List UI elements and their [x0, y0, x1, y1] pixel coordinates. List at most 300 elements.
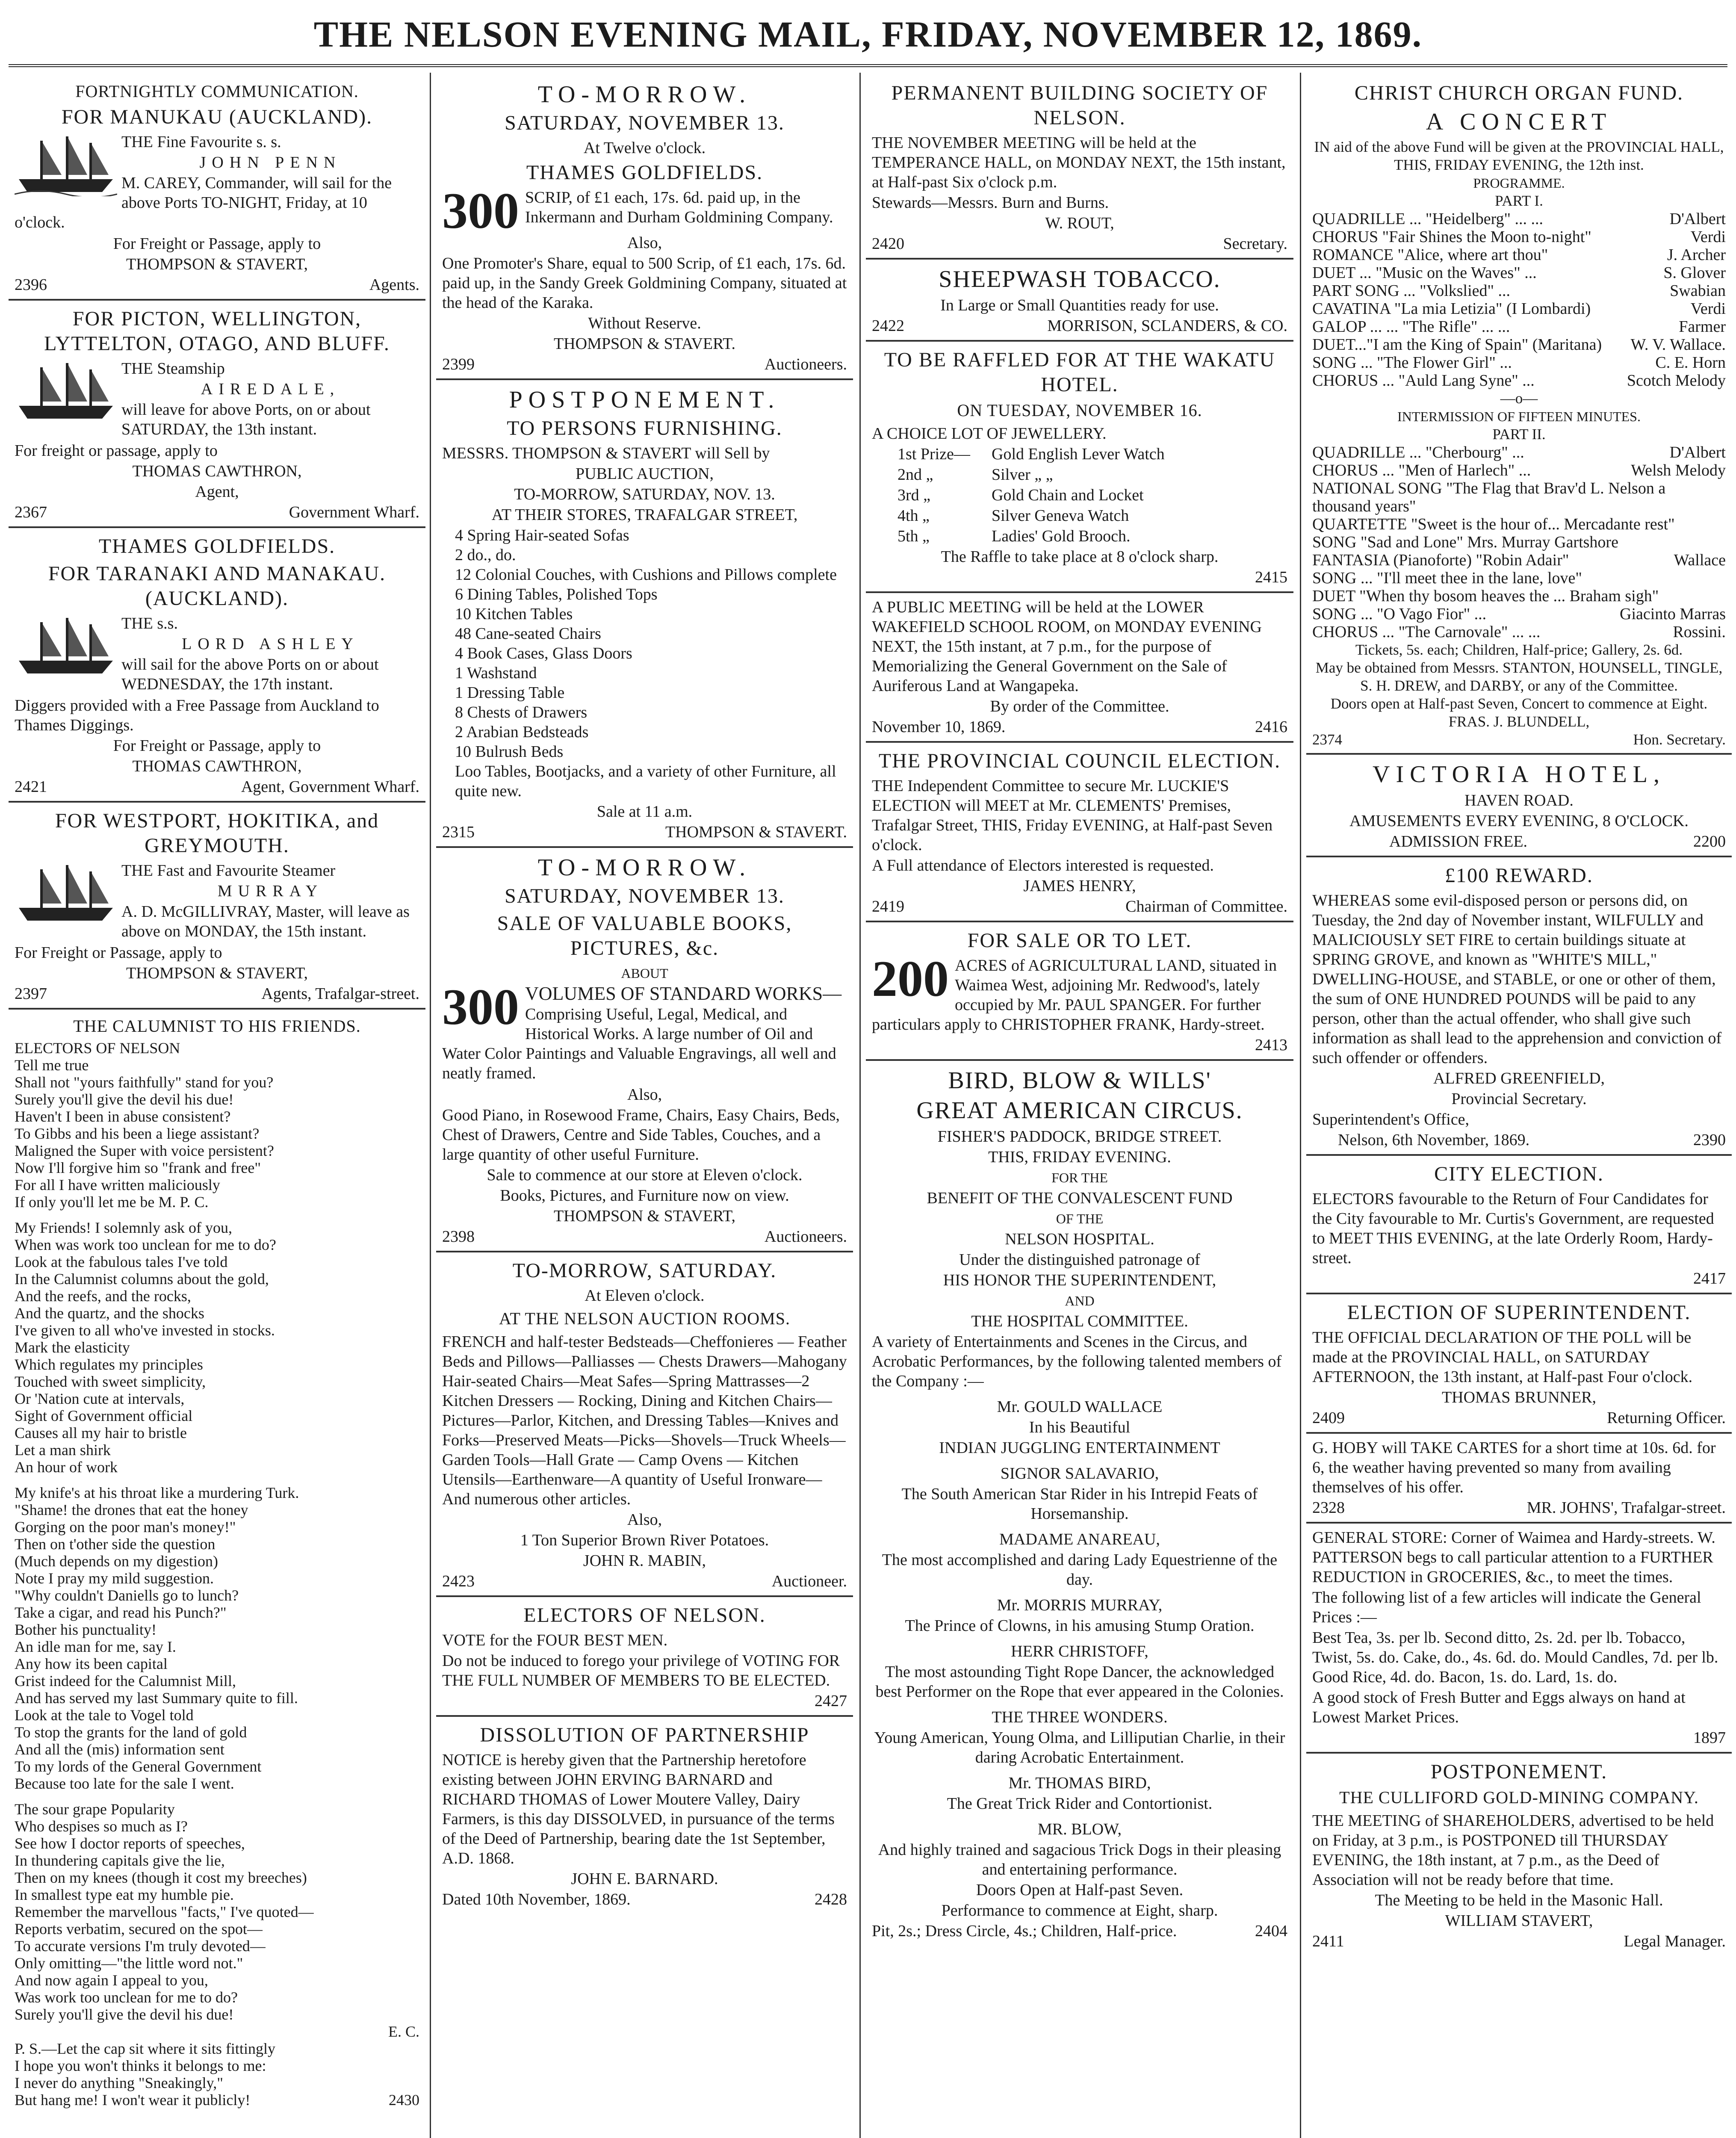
poem-line: If only you'll let me be M. P. C.: [15, 1193, 209, 1211]
ad-murray: [9, 803, 425, 1010]
list-item: 2 Arabian Bedsteads: [455, 723, 589, 741]
list-item: 10 Kitchen Tables: [455, 605, 573, 623]
prize-item: Silver Geneva Watch: [992, 507, 1129, 525]
poem-line: "Shame! the drones that eat the honey: [15, 1501, 248, 1518]
ad-agent: JAMES HENRY,: [1023, 877, 1136, 895]
column-2: [436, 75, 853, 2138]
ad-agent: WILLIAM STAVERT,: [1445, 1912, 1593, 1930]
prize-row: [898, 465, 1287, 484]
poem-line: Or 'Nation cute at intervals,: [15, 1390, 185, 1407]
ad-circus: [866, 1061, 1293, 1945]
ad-number: 2413: [1255, 1036, 1287, 1054]
act-name: THE THREE WONDERS.: [992, 1708, 1168, 1726]
poem-line: My Friends! I solemnly ask of you,: [15, 1219, 232, 1236]
ad-text: Legal Manager.: [1624, 1932, 1726, 1950]
ad-heading: FOR MANUKAU (AUCKLAND).: [61, 106, 373, 128]
ad-text: ABOUT: [621, 966, 668, 981]
ad-text: Do not be induced to forego your privilege of VOTING FOR THE FULL NUMBER OF MEMBERS TO BE ELECTED.: [442, 1652, 840, 1689]
ad-text: Doors open at Half-past Seven, Concert to commence at Eight.: [1330, 695, 1708, 712]
ad-text: A PUBLIC MEETING will be held at the LOWER WAKEFIELD SCHOOL ROOM, on MONDAY EVENING NEXT, the 15th instant, at 7 p.m., for the purpose of Memorializing the General Government on the Sale of Auriferous Land at Wangapeka.: [872, 598, 1262, 695]
ad-text: A Full attendance of Electors interested is requested.: [872, 856, 1214, 874]
poem-line: Causes all my hair to bristle: [15, 1424, 187, 1441]
poem-line: Tell me true: [15, 1057, 89, 1074]
programme-composer: J. Archer: [1667, 246, 1726, 264]
ad-text: Tickets, 5s. each; Children, Half-price; Gallery, 2s. 6d.: [1355, 641, 1683, 658]
ad-text: MESSRS. THOMPSON & STAVERT will Sell by: [442, 444, 770, 462]
ad-heading: DISSOLUTION OF PARTNERSHIP: [480, 1724, 809, 1746]
prize-item: Silver „ „: [992, 466, 1053, 484]
ad-agent: THOMPSON & STAVERT.: [553, 335, 736, 353]
newspaper-title: THE NELSON EVENING MAIL, FRIDAY, NOVEMBER 12, 1869.: [313, 14, 1423, 55]
steamship-icon: [15, 614, 117, 678]
programme-item: CHORUS "Fair Shines the Moon to-night": [1312, 228, 1591, 246]
prize-item: Gold English Lever Watch: [992, 445, 1165, 463]
ad-text: Secretary.: [1223, 235, 1287, 253]
poem-line: When was work too unclean for me to do?: [15, 1236, 276, 1253]
programme-item: FANTASIA (Pianoforte) "Robin Adair": [1312, 551, 1569, 569]
ad-number: 2404: [1255, 1922, 1287, 1940]
programme-row: [1312, 515, 1726, 533]
ad-text: For Freight or Passage, apply to: [15, 944, 222, 962]
programme-composer: Wallace: [1674, 551, 1726, 569]
ad-text: At Twelve o'clock.: [583, 139, 706, 157]
ad-heading: TO-MORROW, SATURDAY.: [512, 1259, 777, 1282]
programme-row: [1312, 533, 1726, 551]
act-description: The Prince of Clowns, in his amusing Stump Oration.: [905, 1617, 1255, 1635]
poem-line: Who despises so much as I?: [15, 1818, 188, 1835]
programme-item: CHORUS ... "Men of Harlech" ...: [1312, 461, 1531, 479]
programme-row: [1312, 264, 1726, 282]
poem-line: In the Calumnist columns about the gold,: [15, 1270, 269, 1288]
column-rule: [859, 73, 861, 2138]
poem-line: To my lords of the General Government: [15, 1758, 262, 1775]
ad-text: Also,: [627, 1086, 662, 1104]
ad-text: By order of the Committee.: [990, 697, 1169, 715]
ad-victoria-hotel: [1306, 755, 1732, 857]
ad-heading: ELECTION OF SUPERINTENDENT.: [1347, 1301, 1691, 1324]
ad-agent: JOHN E. BARNARD.: [571, 1870, 718, 1888]
prize-rank: 2nd „: [898, 466, 933, 484]
prize-rank: 4th „: [898, 507, 930, 525]
ad-text: At Eleven o'clock.: [585, 1287, 705, 1305]
ad-text: Provincial Secretary.: [1451, 1090, 1587, 1108]
list-item: 6 Dining Tables, Polished Tops: [455, 585, 658, 603]
ad-text: G. HOBY will TAKE CARTES for a short time at 10s. 6d. for 6, the weather having prevented so many from availing themselves of his offer.: [1312, 1439, 1716, 1496]
poem-line: Grist indeed for the Calumnist Mill,: [15, 1672, 236, 1689]
circus-acts: [872, 1397, 1287, 1879]
poem-line: In smallest type eat my humble pie.: [15, 1886, 234, 1903]
poem-line: And the quartz, and the shocks: [15, 1305, 204, 1322]
programme-item: PART SONG ... "Volkslied" ...: [1312, 282, 1511, 300]
ad-text: NELSON HOSPITAL.: [1005, 1230, 1154, 1248]
ad-text: SCRIP, of £1 each, 17s. 6d. paid up, in the Inkermann and Durham Goldmining Company.: [525, 189, 833, 226]
ad-text: Agent,: [195, 483, 239, 501]
programme-item: QUADRILLE ... "Cherbourg" ...: [1312, 443, 1524, 461]
column-rule: [430, 73, 431, 2138]
ad-heading: TO-MORROW.: [537, 854, 752, 881]
ad-text: TO-MORROW, SATURDAY, NOV. 13.: [514, 485, 775, 503]
ad-text: Auctioneer.: [771, 1572, 847, 1590]
ad-text: Also,: [627, 234, 662, 252]
programme-composer: Verdi: [1690, 300, 1726, 318]
ad-text: MR. JOHNS', Trafalgar-street.: [1526, 1499, 1726, 1517]
masthead-rule: [9, 64, 1727, 67]
poem-line: [15, 1211, 419, 1219]
poem-title: THE CALUMNIST TO HIS FRIENDS.: [73, 1016, 361, 1036]
ad-text: THE Independent Committee to secure Mr. LUCKIE'S ELECTION will MEET at Mr. CLEMENTS' Premises, Trafalgar Street, THIS, Friday EVENING, at Half-past Seven o'clock.: [872, 777, 1273, 854]
poem-line: In thundering capitals give the lie,: [15, 1852, 225, 1869]
programme-row: [1312, 551, 1726, 569]
ad-agent: THOMPSON & STAVERT,: [126, 255, 308, 273]
programme-item: SONG ... "The Flower Girl" ...: [1312, 354, 1512, 372]
ad-number: 2415: [1255, 568, 1287, 586]
ad-text: A. D. McGILLIVRAY, Master, will leave as above on MONDAY, the 15th instant.: [121, 903, 410, 940]
ad-text: For Freight or Passage, apply to: [113, 235, 321, 253]
ad-heading: CITY ELECTION.: [1434, 1163, 1604, 1185]
ad-heading: SATURDAY, NOVEMBER 13.: [505, 112, 785, 134]
column-rule: [1300, 73, 1301, 2138]
ad-heading: PERMANENT BUILDING SOCIETY OF NELSON.: [891, 82, 1268, 129]
prize-item: Ladies' Gold Brooch.: [992, 527, 1131, 545]
ad-heading: FORTNIGHTLY COMMUNICATION.: [75, 82, 359, 101]
ad-text: Doors Open at Half-past Seven.: [976, 1881, 1184, 1899]
programme-item: SONG ... "I'll meet thee in the lane, love": [1312, 569, 1582, 587]
ad-text: NOTICE is hereby given that the Partnership heretofore existing between JOHN ERVING BARNARD and RICHARD THOMAS of Lower Moutere Valley, Dairy Farmers, is this day DISSOLVED, in pursuance of the terms of the Deed of Partnership, bearing date the 1st September, A.D. 1868.: [442, 1751, 835, 1867]
ad-text: Auctioneers.: [764, 1228, 847, 1246]
ad-text: IN aid of the above Fund will be given at the PROVINCIAL HALL,: [1314, 139, 1724, 155]
ad-text: Agent, Government Wharf.: [241, 778, 419, 796]
ad-heading: A CONCERT: [1426, 109, 1612, 135]
ad-text: The Meeting to be held in the Masonic Hall.: [1375, 1891, 1663, 1909]
ad-text: November 10, 1869.: [872, 718, 1006, 736]
list-item: 1 Washstand: [455, 664, 537, 682]
ad-text: Under the distinguished patronage of: [959, 1251, 1200, 1269]
ad-number: 2398: [442, 1228, 475, 1246]
prize-rank: 3rd „: [898, 486, 931, 504]
ad-heading: GREAT AMERICAN CIRCUS.: [916, 1097, 1243, 1124]
programme-row: [1312, 228, 1726, 246]
ad-general-store: [1306, 1524, 1732, 1754]
act-description: The South American Star Rider in his Intrepid Feats of Horsemanship.: [901, 1485, 1258, 1523]
list-item: 4 Spring Hair-seated Sofas: [455, 526, 629, 544]
ad-heading: POSTPONEMENT.: [1430, 1760, 1608, 1783]
poem-calumnist: [9, 1010, 425, 2113]
ad-text: OF THE: [1056, 1211, 1104, 1226]
programme-row: [1312, 461, 1726, 479]
ad-text: Hon. Secretary.: [1633, 731, 1726, 748]
ad-heading: SATURDAY, NOVEMBER 13.: [505, 885, 785, 907]
ad-text: Books, Pictures, and Furniture now on view.: [500, 1187, 789, 1205]
ad-text: One Promoter's Share, equal to 500 Scrip, of £1 each, 17s. 6d. paid up, in the Sandy Greek Goldmining Company, situated at the head of the Karaka.: [442, 254, 847, 312]
list-item: 1 Dressing Table: [455, 684, 565, 702]
ad-heading: AT THE NELSON AUCTION ROOMS.: [499, 1309, 790, 1328]
ad-building-society: [866, 75, 1293, 260]
programme-composer: Giacinto Marras: [1620, 605, 1726, 623]
poem-line: Reports verbatim, secured on the spot—: [15, 1920, 263, 1937]
poem-line: Maligned the Super with voice persistent?: [15, 1142, 274, 1159]
ad-text: THE Fine Favourite s. s.: [121, 133, 281, 151]
programme-row: [1312, 372, 1726, 390]
poem-line: I've given to all who've invested in stocks.: [15, 1322, 275, 1339]
programme-item: SONG "Sad and Lone" Mrs. Murray Gartshore: [1312, 533, 1618, 551]
ad-text: THIS, FRIDAY EVENING.: [988, 1148, 1171, 1166]
poem-signature: E. C.: [388, 2023, 419, 2040]
programme-item: CHORUS ... "The Carnovale" ... ...: [1312, 623, 1541, 641]
ad-city-election: [1306, 1156, 1732, 1294]
ad-text: FOR THE: [1051, 1170, 1108, 1185]
ship-name: JOHN PENN: [199, 154, 342, 171]
programme-composer: Welsh Melody: [1631, 461, 1726, 479]
ad-text: VOLUMES OF STANDARD WORKS—: [525, 983, 842, 1004]
programme-row: [1312, 210, 1726, 228]
ad-text: PROGRAMME.: [1473, 175, 1565, 191]
poem-line: Take a cigar, and read his Punch?": [15, 1604, 227, 1621]
ad-text: THE Steamship: [121, 360, 225, 378]
ad-agent: THOMAS BRUNNER,: [1441, 1388, 1597, 1406]
ad-heading: TO PERSONS FURNISHING.: [507, 417, 782, 440]
programme-row: [1312, 300, 1726, 318]
list-item: 2 do., do.: [455, 546, 516, 564]
ad-text: Agents, Trafalgar-street.: [261, 985, 419, 1003]
ad-heading: CHRIST CHURCH ORGAN FUND.: [1354, 82, 1684, 104]
act-description: INDIAN JUGGLING ENTERTAINMENT: [939, 1439, 1220, 1457]
prize-row: [898, 444, 1287, 464]
ad-heading: TO BE RAFFLED FOR AT THE WAKATU HOTEL.: [884, 348, 1275, 396]
programme-part-1: [1312, 210, 1726, 390]
ad-text: INTERMISSION OF FIFTEEN MINUTES.: [1397, 409, 1641, 424]
act-name: MADAME ANAREAU,: [999, 1530, 1160, 1548]
poem-body: [15, 1039, 419, 2023]
steamship-icon: [15, 359, 117, 423]
act-description: And highly trained and sagacious Trick Dogs in their pleasing and entertaining performance.: [878, 1841, 1281, 1878]
ad-dissolution: [436, 1717, 853, 1914]
ad-agent: THOMAS CAWTHRON,: [132, 462, 302, 480]
programme-row: [1312, 318, 1726, 336]
programme-item: NATIONAL SONG "The Flag that Brav'd L. Nelson a thousand years": [1312, 479, 1666, 515]
column-3: [866, 75, 1293, 2138]
ad-heading: THAMES GOLDFIELDS.: [98, 535, 336, 558]
ship-name: AIREDALE,: [201, 380, 340, 398]
ad-number: 2409: [1312, 1409, 1345, 1427]
steamship-icon: [15, 132, 117, 196]
programme-composer: Swabian: [1670, 282, 1726, 300]
act-name: SIGNOR SALAVARIO,: [1000, 1465, 1159, 1482]
list-item: 48 Cane-seated Chairs: [455, 625, 601, 643]
ad-text: Chairman of Committee.: [1125, 898, 1287, 915]
column-4: [1306, 75, 1732, 2138]
poem-line: And the reefs, and the rocks,: [15, 1288, 191, 1305]
poem-line: Surely you'll give the devil his due!: [15, 2006, 234, 2023]
poem-line: The sour grape Popularity: [15, 1801, 175, 1818]
ad-heading: ELECTORS OF NELSON.: [523, 1604, 766, 1627]
furniture-list: [442, 526, 847, 801]
poem-line: An idle man for me, say I.: [15, 1638, 176, 1655]
ad-text: ACRES of AGRICULTURAL LAND, situated in Waimea West, adjoining Mr. Redwood's, lately occupied by Mr. PAUL SPANGER. For further particulars apply to CHRISTOPHER FRANK, Hardy-street.: [872, 957, 1277, 1034]
poem-postscript: But hang me! I won't wear it publicly!: [15, 2091, 251, 2108]
programme-item: SONG ... "O Vago Fior" ...: [1312, 605, 1487, 623]
ad-agent: THOMAS CAWTHRON,: [132, 757, 302, 775]
ad-heading: FOR WESTPORT, HOKITIKA, and GREYMOUTH.: [55, 809, 379, 857]
steamship-icon: [15, 861, 117, 925]
act-description: Young American, Young Olma, and Lilliputian Charlie, in their daring Acrobatic Entertainment.: [874, 1729, 1285, 1766]
ad-lord-ashley: [9, 528, 425, 803]
ad-text: VOTE for the FOUR BEST MEN.: [442, 1631, 668, 1649]
ad-agent: THOMPSON & STAVERT.: [665, 823, 847, 841]
poem-line: ELECTORS OF NELSON: [15, 1039, 180, 1057]
poem-line: Which regulates my principles: [15, 1356, 203, 1373]
ad-concert: [1306, 75, 1732, 755]
ad-text: M. CAREY, Commander, will sail for the above Ports TO-NIGHT, Friday, at 10 o'clock.: [15, 174, 392, 231]
ad-number: 2315: [442, 823, 475, 841]
poem-line: [15, 1792, 419, 1801]
poem-line: Let a man shirk: [15, 1441, 111, 1459]
ad-heading: THAMES GOLDFIELDS.: [526, 161, 763, 184]
act-description: In his Beautiful: [1029, 1418, 1131, 1436]
poem-postscript: I hope you won't thinks it belongs to me:: [15, 2057, 266, 2074]
ad-text: For freight or passage, apply to: [15, 442, 218, 460]
ad-agent: THOMPSON & STAVERT,: [126, 964, 308, 982]
ad-text: BENEFIT OF THE CONVALESCENT FUND: [927, 1189, 1233, 1207]
programme-item: CAVATINA "La mia Letizia" (I Lombardi): [1312, 300, 1591, 318]
ad-text: In Large or Small Quantities ready for use.: [940, 296, 1219, 314]
poem-line: And all the (mis) information sent: [15, 1741, 224, 1758]
programme-item: QUADRILLE ... "Heidelberg" ... ...: [1312, 210, 1544, 228]
ad-text: THE NOVEMBER MEETING will be held at the TEMPERANCE HALL, on MONDAY NEXT, the 15th instant, at Half-past Six o'clock p.m.: [872, 134, 1286, 191]
ad-furnishing: [436, 380, 853, 848]
ad-number: 2374: [1312, 731, 1342, 748]
ad-text: HAVEN ROAD.: [1464, 791, 1574, 809]
act-name: HERR CHRISTOFF,: [1011, 1642, 1148, 1660]
ad-heading: SALE OF VALUABLE BOOKS, PICTURES, &c.: [497, 912, 792, 960]
poem-line: See how I doctor reports of speeches,: [15, 1835, 245, 1852]
poem-line: Sight of Government official: [15, 1407, 193, 1424]
ship-name: LORD ASHLEY: [182, 635, 359, 653]
poem-line: Look at the tale to Vogel told: [15, 1707, 194, 1724]
ad-text: AMUSEMENTS EVERY EVENING, 8 O'CLOCK.: [1349, 812, 1689, 830]
poem-line: And now again I appeal to you,: [15, 1972, 208, 1989]
ad-text: Performance to commence at Eight, sharp.: [941, 1902, 1218, 1919]
ad-number: 2367: [15, 503, 47, 521]
poem-line: Mark the elasticity: [15, 1339, 130, 1356]
programme-part-2: [1312, 443, 1726, 641]
act-name: MR. BLOW,: [1037, 1820, 1122, 1838]
act-description: The most astounding Tight Rope Dancer, the acknowledged best Performer on the Rope that ever appeared in the Colonies.: [875, 1663, 1284, 1701]
ad-number: 2420: [872, 235, 904, 253]
programme-item: CHORUS ... "Auld Lang Syne" ...: [1312, 372, 1535, 390]
ad-text: Pit, 2s.; Dress Circle, 4s.; Children, Half-price.: [872, 1922, 1177, 1940]
poem-line: [15, 1476, 419, 1484]
ad-number: 2428: [815, 1890, 847, 1908]
programme-item: ROMANCE "Alice, where art thou": [1312, 246, 1548, 264]
ad-text: For Freight or Passage, apply to: [113, 737, 321, 755]
ad-agent: W. ROUT,: [1045, 214, 1114, 232]
ad-text: AT THEIR STORES, TRAFALGAR STREET,: [491, 506, 798, 524]
ad-text: GENERAL STORE: Corner of Waimea and Hardy-streets. W. PATTERSON begs to call particular attention to a FURTHER REDUCTION in GROCERIES, &c., to meet the times.: [1312, 1529, 1715, 1586]
ad-number: 2416: [1255, 718, 1287, 736]
ad-text: Dated 10th November, 1869.: [442, 1890, 631, 1908]
poem-line: Remember the marvellous "facts," I've quoted—: [15, 1903, 314, 1920]
prize-rank: 1st Prize—: [898, 445, 970, 463]
ad-thames-scrip: [436, 75, 853, 380]
poem-line: And has served my last Summary quite to fill.: [15, 1689, 298, 1707]
ad-text: FRENCH and half-tester Bedsteads—Cheffonieres — Feather Beds and Pillows—Palliasses — Chests Drawers—Mahogany Hair-seated Chairs—Meat Safes—Spring Mattrasses—2 Kitchen Dressers — Rocking, Dining and Kitchen Chairs—Pictures—Parlor, Kitchen, and Dressing Tables—Knives and Forks—Preserved Meats—Picks—Shovels—Truck Wheels—Garden Tools—Hall Grate — Camp Ovens — Kitchen Utensils—Earthenware—A quantity of Useful Ironware—And numerous other articles.: [442, 1333, 847, 1508]
ad-heading: ON TUESDAY, NOVEMBER 16.: [957, 401, 1202, 420]
ad-heading: FOR TARANAKI AND MANAKAU. (AUCKLAND).: [48, 562, 386, 610]
big-number: 300: [442, 182, 519, 239]
poem-line: Because too late for the sale I went.: [15, 1775, 234, 1792]
programme-item: DUET..."I am the King of Spain" (Maritana): [1312, 336, 1602, 354]
ad-text: will leave for above Ports, on or about SATURDAY, the 13th instant.: [121, 401, 371, 438]
ad-agent: ALFRED GREENFIELD,: [1433, 1069, 1605, 1087]
ad-text: Agents.: [369, 276, 419, 294]
ad-text: THIS, FRIDAY EVENING, the 12th inst.: [1394, 157, 1644, 173]
ad-text: FISHER'S PADDOCK, BRIDGE STREET.: [937, 1128, 1222, 1146]
poem-line: "Why couldn't Daniells go to lunch?: [15, 1587, 239, 1604]
poem-line: To stop the grants for the land of gold: [15, 1724, 247, 1741]
ad-heading: SHEEPWASH TOBACCO.: [939, 266, 1221, 292]
poem-line: Then on my knees (though it cost my breeches): [15, 1869, 307, 1886]
ad-tobacco: [866, 260, 1293, 342]
poem-line: My knife's at his throat like a murdering Turk.: [15, 1484, 299, 1501]
big-number: 300: [442, 978, 519, 1035]
ad-number: 2423: [442, 1572, 475, 1590]
programme-row: [1312, 479, 1726, 515]
poem-line: Touched with sweet simplicity,: [15, 1373, 206, 1390]
ad-text: Best Tea, 3s. per lb. Second ditto, 2s. 2d. per lb. Tobacco, Twist, 5s. do. Cake, do., 4s. 6d. do. Mould Candles, 7d. per lb. Good Rice, 4d. do. Bacon, 1s. do. Lard, 1s. do.: [1312, 1629, 1718, 1686]
ad-text: THE OFFICIAL DECLARATION OF THE POLL will be made at the PROVINCIAL HALL, on SATURDAY AFTERNOON, the 13th instant, at Half-past Four o'clock.: [1312, 1329, 1693, 1386]
act-description: The Great Trick Rider and Contortionist.: [947, 1795, 1213, 1813]
poem-line: Shall not "yours faithfully" stand for you?: [15, 1074, 274, 1091]
poem-line: Now I'll forgive him so "frank and free": [15, 1159, 261, 1176]
ad-text: THE HOSPITAL COMMITTEE.: [971, 1312, 1188, 1330]
ad-text: Diggers provided with a Free Passage from Auckland to Thames Diggings.: [15, 697, 379, 734]
ad-text: Auctioneers.: [764, 355, 847, 373]
ship-name: MURRAY: [217, 882, 324, 900]
ad-heading: THE PROVINCIAL COUNCIL ELECTION.: [878, 750, 1281, 772]
list-item: 8 Chests of Drawers: [455, 703, 588, 721]
act-name: Mr. THOMAS BIRD,: [1008, 1774, 1151, 1792]
ad-number: 2422: [872, 317, 904, 335]
list-item: Loo Tables, Bootjacks, and a variety of other Furniture, all quite new.: [455, 762, 836, 800]
ad-text: THE Fast and Favourite Steamer: [121, 862, 336, 880]
poem-line: Note I pray my mild suggestion.: [15, 1570, 214, 1587]
ad-culliford: [1306, 1754, 1732, 1955]
ad-text: Sale to commence at our store at Eleven o'clock.: [487, 1166, 803, 1184]
list-item: 10 Bulrush Beds: [455, 743, 564, 761]
big-number: 200: [872, 950, 949, 1007]
ad-text: A variety of Entertainments and Scenes in the Circus, and Acrobatic Performances, by the following talented members of the Company :—: [872, 1333, 1282, 1390]
programme-row: [1312, 282, 1726, 300]
poem-line: To Gibbs and his been a liege assistant?: [15, 1125, 260, 1142]
ad-superintendent: [1306, 1294, 1732, 1434]
programme-row: [1312, 605, 1726, 623]
programme-item: DUET "When thy bosom heaves the ... Braham sigh": [1312, 587, 1659, 605]
ad-number: 2390: [1693, 1131, 1726, 1149]
poem-line: For all I have written maliciously: [15, 1176, 220, 1193]
programme-composer: S. Glover: [1663, 264, 1726, 282]
ad-text: May be obtained from Messrs. STANTON, HOUNSELL, TINGLE, S. H. DREW, and DARBY, or any of the Committee.: [1315, 659, 1723, 694]
ad-text: PART I.: [1495, 192, 1543, 209]
prize-item: Gold Chain and Locket: [992, 486, 1144, 504]
ad-text: Government Wharf.: [289, 503, 419, 521]
ad-number: 1897: [1693, 1729, 1726, 1747]
ad-number: 2200: [1693, 833, 1726, 850]
poem-line: An hour of work: [15, 1459, 118, 1476]
poem-line: Haven't I been in abuse consistent?: [15, 1108, 231, 1125]
ad-number: 2399: [442, 355, 475, 373]
poem-line: Bother his punctuality!: [15, 1621, 156, 1638]
ad-number: 2427: [815, 1692, 847, 1710]
